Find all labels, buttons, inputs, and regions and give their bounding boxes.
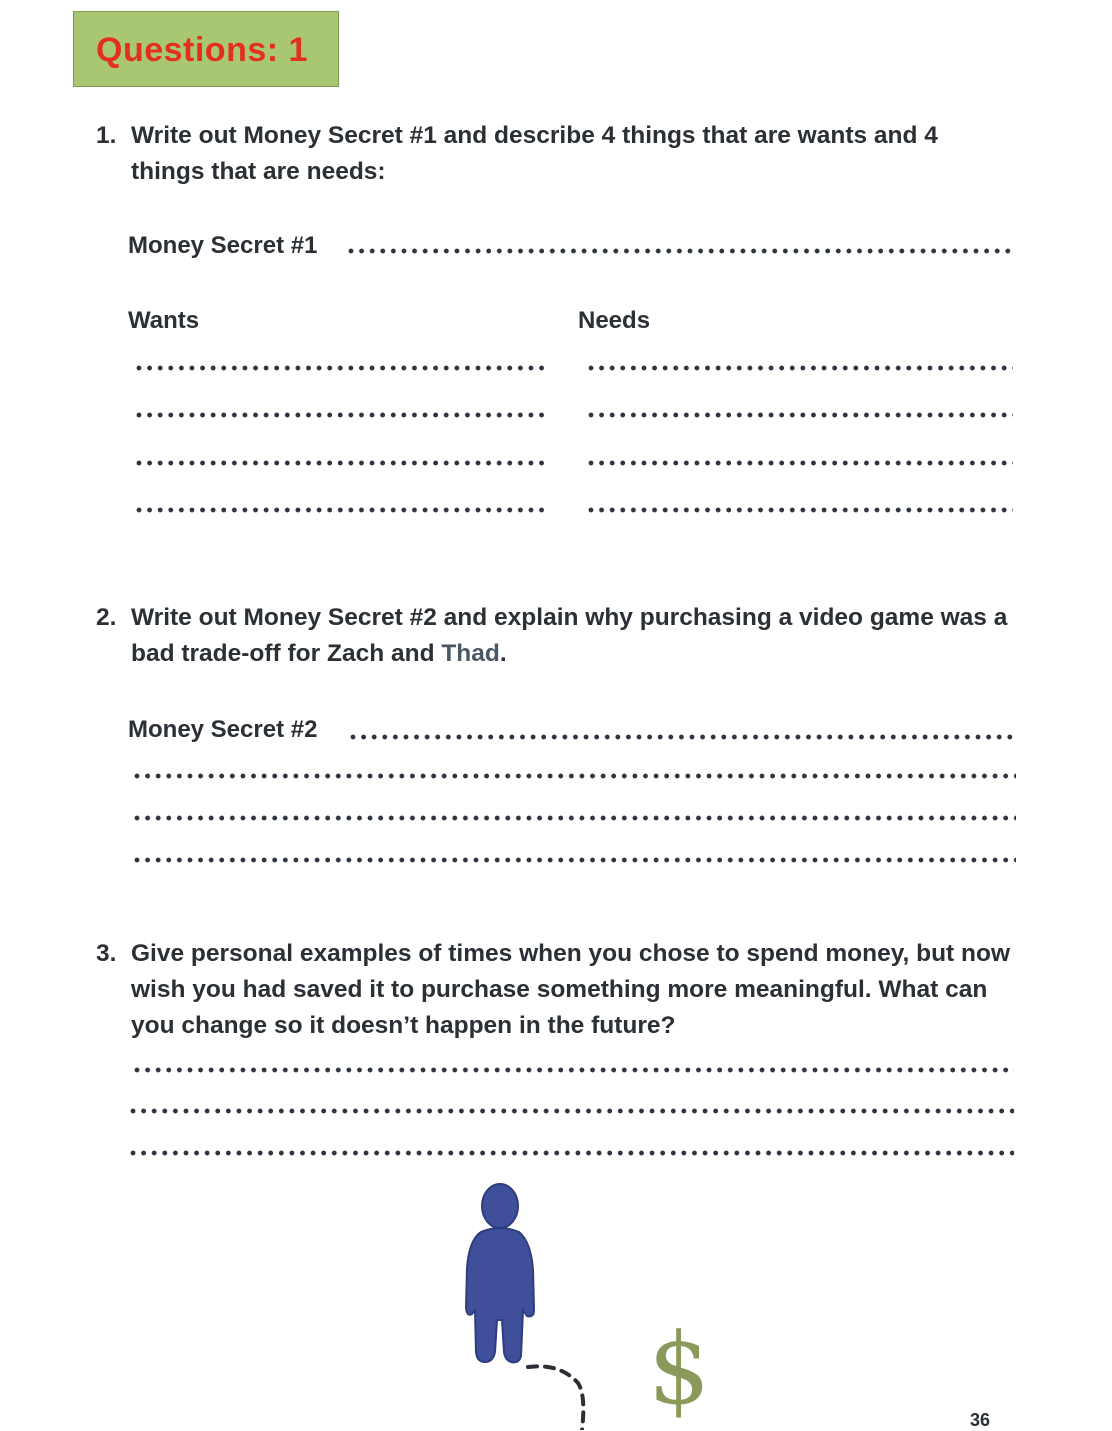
question-number: 2. xyxy=(96,604,117,631)
question-2-answer-line-4[interactable] xyxy=(134,857,1016,863)
section-header-box xyxy=(73,11,339,87)
question-1 xyxy=(96,118,1011,190)
question-number: 3. xyxy=(96,940,117,967)
question-text: Write out Money Secret #1 and describe 4 things that are wants and 4 things that are needs: xyxy=(131,122,938,185)
wants-answer-line-4[interactable] xyxy=(136,507,546,513)
question-3-answer-line-3[interactable] xyxy=(130,1150,1014,1156)
question-text-end: . xyxy=(499,640,507,667)
money-secret-2-label: Money Secret #2 xyxy=(128,716,318,743)
person-figure-icon xyxy=(455,1180,545,1370)
question-text: Give personal examples of times when you chose to spend money, but now wish you had saved it to purchase something more meaningful. What can you change so it doesn’t happen in the future? xyxy=(131,940,1011,1039)
money-secret-1-label: Money Secret #1 xyxy=(128,232,318,259)
needs-answer-line-3[interactable] xyxy=(588,460,1013,466)
question-2-answer-line-2[interactable] xyxy=(134,773,1016,779)
needs-heading: Needs xyxy=(578,307,651,334)
needs-answer-line-4[interactable] xyxy=(588,507,1013,513)
needs-answer-line-2[interactable] xyxy=(588,412,1013,418)
highlighted-name: Thad xyxy=(441,640,500,667)
question-number: 1. xyxy=(96,122,117,149)
wants-answer-line-3[interactable] xyxy=(136,460,546,466)
question-2-answer-line-3[interactable] xyxy=(134,815,1016,821)
question-text: Write out Money Secret #2 and explain why purchasing a video game was a bad trade-off for Zach and xyxy=(131,604,1008,667)
wants-answer-line-2[interactable] xyxy=(136,412,546,418)
dollar-sign-icon: $ xyxy=(648,1313,711,1427)
question-3 xyxy=(96,936,1011,1044)
section-title: Questions: 1 xyxy=(96,31,308,69)
page-number: 36 xyxy=(970,1410,991,1430)
wants-answer-line-1[interactable] xyxy=(136,365,546,371)
needs-answer-line-1[interactable] xyxy=(588,365,1013,371)
question-2 xyxy=(96,600,1011,672)
money-secret-1-answer-line[interactable] xyxy=(348,248,1013,254)
question-3-answer-line-1[interactable] xyxy=(134,1067,1014,1073)
dashed-path-icon xyxy=(520,1355,610,1430)
wants-heading: Wants xyxy=(128,307,200,334)
question-3-answer-line-2[interactable] xyxy=(130,1108,1014,1114)
money-secret-2-answer-line[interactable] xyxy=(350,734,1013,740)
